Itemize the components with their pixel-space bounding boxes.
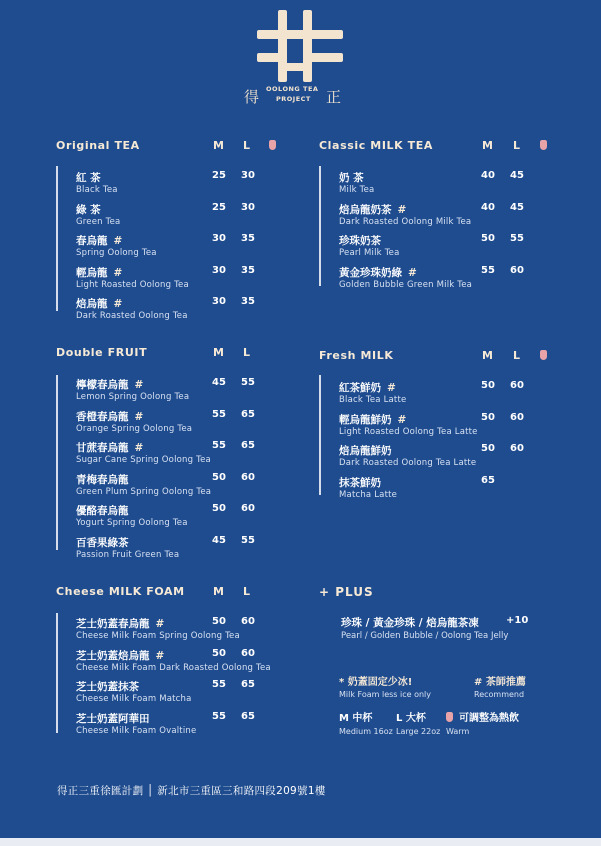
- menu-item: [339, 202, 539, 234]
- section-title: Double FRUIT: [56, 346, 148, 359]
- price-large: 65: [241, 710, 255, 722]
- item-name-zh: [339, 170, 364, 185]
- price-medium: 40: [481, 170, 495, 181]
- note-medium-en: Medium 16oz: [339, 727, 393, 736]
- item-name-zh-text: 珍珠奶茶: [339, 235, 381, 247]
- brand-english-line1: OOLONG TEA: [266, 85, 319, 93]
- price-medium: 30: [212, 264, 226, 276]
- brand-name-right: 正: [326, 88, 342, 106]
- menu-item: [76, 535, 276, 567]
- price-large: 35: [241, 233, 255, 244]
- item-name-zh-text: 抹茶鮮奶: [339, 476, 381, 489]
- recommend-mark: #: [397, 203, 407, 216]
- price-large: 45: [510, 201, 524, 213]
- price-medium: 55: [481, 264, 495, 276]
- section-title: Classic MILK TEA: [319, 139, 434, 152]
- plus-toppings-zh: 珍珠 / 黃金珍珠 / 焙烏龍茶凍: [341, 617, 479, 629]
- price-medium: 50: [212, 616, 226, 627]
- price-large: 35: [241, 264, 255, 276]
- section-divider-line: [56, 375, 58, 550]
- item-name-en: Sugar Cane Spring Oolong Tea: [76, 455, 211, 465]
- section-original-tea: [56, 139, 286, 339]
- brand-name-left: 得: [244, 88, 260, 106]
- price-large: 60: [510, 264, 524, 276]
- brand-english-line2: PROJECT: [276, 95, 311, 103]
- item-name-zh-text: 焙烏龍鮮奶: [339, 445, 392, 457]
- price-large: 60: [241, 647, 255, 659]
- item-name-zh: [339, 380, 396, 395]
- item-name-en: Cheese Milk Foam Matcha: [76, 694, 192, 704]
- item-name-zh: [76, 648, 164, 663]
- item-name-zh: [76, 233, 122, 248]
- item-name-en: Dark Roasted Oolong Milk Tea: [339, 216, 472, 227]
- price-medium: 30: [212, 233, 226, 244]
- price-large: 60: [241, 471, 255, 483]
- item-name-zh: [76, 616, 164, 631]
- hot-cup-icon: [446, 712, 453, 722]
- recommend-mark: #: [408, 266, 417, 279]
- size-l-header: L: [243, 585, 251, 598]
- menu-item: [76, 377, 276, 409]
- price-medium: 55: [212, 440, 226, 451]
- item-name-zh: [76, 265, 122, 280]
- price-large: 30: [241, 170, 255, 181]
- item-name-zh-text: 奶 茶: [339, 172, 364, 184]
- menu-item: [339, 380, 539, 412]
- price-medium: 50: [481, 411, 495, 423]
- price-large: 55: [241, 377, 255, 388]
- section-fresh-milk: [319, 349, 559, 509]
- item-name-en: Spring Oolong Tea: [76, 248, 157, 258]
- note-foam-zh: * 奶蓋固定少冰!: [339, 677, 413, 688]
- item-name-zh: [76, 409, 143, 424]
- item-name-en: Lemon Spring Oolong Tea: [76, 392, 190, 402]
- item-name-zh: [339, 265, 417, 280]
- note-large-size: [396, 709, 440, 736]
- size-m-header: M: [482, 349, 493, 362]
- price-medium: 40: [481, 201, 495, 213]
- section-classic-milk-tea: [319, 139, 559, 309]
- hot-cup-icon: [540, 140, 547, 150]
- price-medium: 50: [481, 233, 495, 244]
- price-medium: 55: [212, 679, 226, 690]
- section-title: Cheese MILK FOAM: [56, 585, 185, 598]
- item-name-zh: [76, 503, 129, 518]
- item-name-zh: [76, 202, 101, 217]
- hot-cup-icon: [540, 350, 547, 360]
- brand-logo: [0, 0, 601, 110]
- note-recommend-en: Recommend: [474, 690, 525, 699]
- size-m-header: M: [213, 585, 224, 598]
- section-divider-line: [56, 613, 58, 733]
- section-double-fruit: [56, 346, 286, 566]
- recommend-mark: #: [113, 235, 123, 247]
- menu-item: [76, 711, 276, 743]
- menu-item: [339, 170, 539, 202]
- plus-price: +10: [506, 615, 529, 626]
- item-name-zh-text: 輕烏龍: [76, 266, 108, 279]
- price-large: 60: [510, 380, 524, 391]
- note-warm: [446, 709, 519, 736]
- price-medium: 45: [212, 534, 226, 546]
- recommend-mark: #: [387, 382, 396, 394]
- menu-item: [76, 409, 276, 441]
- note-medium-size: [339, 709, 393, 736]
- item-name-zh-text: 香橙春烏龍: [76, 410, 129, 423]
- item-name-en: Orange Spring Oolong Tea: [76, 423, 193, 434]
- item-name-en: Pearl Milk Tea: [339, 248, 400, 258]
- price-medium: 45: [212, 377, 226, 388]
- item-name-zh-text: 綠 茶: [76, 203, 101, 216]
- menu-item: [339, 265, 539, 297]
- size-l-header: L: [243, 346, 251, 359]
- item-name-en: Golden Bubble Green Milk Tea: [339, 279, 473, 290]
- item-name-zh: [339, 202, 406, 217]
- price-large: 55: [510, 233, 524, 244]
- recommend-mark: #: [113, 266, 123, 279]
- item-name-zh: [339, 443, 392, 458]
- price-medium: 50: [212, 471, 226, 483]
- size-m-header: M: [213, 346, 224, 359]
- size-l-header: L: [513, 349, 521, 362]
- plus-title: + PLUS: [319, 585, 374, 599]
- item-name-en: Cheese Milk Foam Ovaltine: [76, 725, 197, 736]
- size-l-header: L: [513, 139, 521, 152]
- item-name-en: Milk Tea: [339, 185, 375, 195]
- price-medium: 55: [212, 710, 226, 722]
- item-name-en: Passion Fruit Green Tea: [76, 549, 180, 560]
- item-name-zh: [76, 679, 139, 694]
- item-name-en: Yogurt Spring Oolong Tea: [76, 518, 188, 528]
- item-name-zh: [76, 377, 143, 392]
- item-name-en: Green Tea: [76, 216, 121, 227]
- price-medium: 65: [481, 474, 495, 486]
- menu-item: [76, 648, 276, 680]
- item-name-zh-text: 芝士奶蓋抹茶: [76, 681, 139, 693]
- item-name-zh: [76, 170, 101, 185]
- recommend-mark: #: [397, 413, 407, 426]
- item-name-zh: [339, 233, 381, 248]
- menu-item: [76, 472, 276, 504]
- note-warm-en: Warm: [446, 727, 470, 736]
- menu-item: [76, 679, 276, 711]
- item-name-zh: [76, 472, 129, 487]
- item-name-zh-text: 焙烏龍奶茶: [339, 203, 392, 216]
- bottom-strip: [0, 838, 601, 846]
- menu-item: [76, 265, 276, 297]
- section-divider-line: [56, 166, 58, 311]
- item-name-en: Black Tea: [76, 185, 118, 195]
- item-name-zh-text: 輕烏龍鮮奶: [339, 413, 392, 426]
- price-medium: 25: [212, 170, 226, 181]
- recommend-mark: #: [134, 442, 144, 454]
- menu-item: [339, 233, 539, 265]
- item-name-en: Cheese Milk Foam Spring Oolong Tea: [76, 631, 240, 641]
- size-m-header: M: [213, 139, 224, 152]
- price-large: 45: [510, 170, 524, 181]
- menu-item: [76, 202, 276, 234]
- section-title: Fresh MILK: [319, 349, 394, 362]
- item-name-zh-text: 芝士奶蓋焙烏龍: [76, 649, 150, 662]
- item-name-en: Matcha Latte: [339, 489, 398, 500]
- recommend-mark: #: [155, 618, 165, 630]
- note-medium-zh: M 中杯: [339, 713, 373, 724]
- note-recommend: [474, 673, 526, 699]
- price-large: 60: [241, 503, 255, 514]
- price-medium: 50: [481, 380, 495, 391]
- item-name-zh-text: 優酪春烏龍: [76, 505, 129, 517]
- item-name-zh: [339, 475, 381, 490]
- section-cheese-milk-foam: [56, 585, 286, 745]
- item-name-zh: [339, 412, 406, 427]
- item-name-zh-text: 青梅春烏龍: [76, 473, 129, 486]
- item-name-en: Light Roasted Oolong Tea: [76, 279, 189, 290]
- item-name-zh-text: 紅 茶: [76, 172, 101, 184]
- section-divider-line: [319, 375, 321, 495]
- item-name-zh-text: 檸檬春烏龍: [76, 379, 129, 391]
- item-name-en: Dark Roasted Oolong Tea: [76, 311, 188, 321]
- price-medium: 50: [212, 503, 226, 514]
- item-name-en: Green Plum Spring Oolong Tea: [76, 486, 212, 497]
- menu-item: [76, 503, 276, 535]
- section-divider-line: [319, 166, 321, 286]
- price-large: 65: [241, 408, 255, 420]
- price-large: 55: [241, 534, 255, 546]
- price-large: 60: [241, 616, 255, 627]
- recommend-mark: #: [134, 410, 144, 423]
- menu-item: [339, 412, 539, 444]
- item-name-zh: [76, 535, 129, 550]
- item-name-zh-text: 芝士奶蓋春烏龍: [76, 618, 150, 630]
- item-name-en: Dark Roasted Oolong Tea Latte: [339, 458, 477, 468]
- price-large: 65: [241, 440, 255, 451]
- item-name-zh-text: 焙烏龍: [76, 298, 108, 310]
- item-name-en: Black Tea Latte: [339, 395, 407, 405]
- recommend-mark: #: [134, 379, 144, 391]
- plus-toppings-en: Pearl / Golden Bubble / Oolong Tea Jelly: [341, 631, 509, 641]
- price-large: 60: [510, 411, 524, 423]
- menu-item: [339, 475, 539, 507]
- note-large-en: Large 22oz: [396, 727, 441, 736]
- menu-item: [76, 170, 276, 202]
- price-medium: 25: [212, 201, 226, 213]
- note-foam-less-ice: [339, 673, 431, 699]
- price-medium: 50: [212, 647, 226, 659]
- note-recommend-zh: # 茶師推薦: [474, 677, 526, 688]
- price-large: 65: [241, 679, 255, 690]
- menu-item: [339, 443, 539, 475]
- recommend-mark: #: [155, 649, 165, 662]
- note-foam-en: Milk Foam less ice only: [339, 690, 432, 699]
- price-medium: 55: [212, 408, 226, 420]
- item-name-zh: [76, 296, 122, 311]
- price-large: 30: [241, 201, 255, 213]
- price-medium: 30: [212, 296, 226, 307]
- hot-cup-icon: [269, 140, 276, 150]
- recommend-mark: #: [113, 298, 123, 310]
- item-name-en: Light Roasted Oolong Tea Latte: [339, 426, 478, 437]
- item-name-zh-text: 黃金珍珠奶綠: [339, 266, 402, 279]
- item-name-zh: [76, 711, 150, 726]
- size-l-header: L: [243, 139, 251, 152]
- brand-mark-icon: [257, 10, 343, 82]
- menu-item: [76, 616, 276, 648]
- menu-item: [76, 296, 276, 328]
- item-name-zh: [76, 440, 143, 455]
- menu-item: [76, 440, 276, 472]
- price-medium: 50: [481, 443, 495, 454]
- menu-item: [76, 233, 276, 265]
- section-title: Original TEA: [56, 139, 140, 152]
- note-large-zh: L 大杯: [396, 713, 426, 724]
- note-warm-zh: 可調整為熱飲: [459, 713, 519, 724]
- footer-address: 得正三重徐匯計劃 │ 新北市三重區三和路四段209號1樓: [57, 785, 326, 797]
- item-name-zh-text: 芝士奶蓋阿華田: [76, 712, 150, 725]
- item-name-zh-text: 甘蔗春烏龍: [76, 442, 129, 454]
- item-name-zh-text: 百香果綠茶: [76, 536, 129, 549]
- price-large: 35: [241, 296, 255, 307]
- price-large: 60: [510, 443, 524, 454]
- size-m-header: M: [482, 139, 493, 152]
- item-name-en: Cheese Milk Foam Dark Roasted Oolong Tea: [76, 662, 271, 673]
- item-name-zh-text: 春烏龍: [76, 235, 108, 247]
- item-name-zh-text: 紅茶鮮奶: [339, 382, 381, 394]
